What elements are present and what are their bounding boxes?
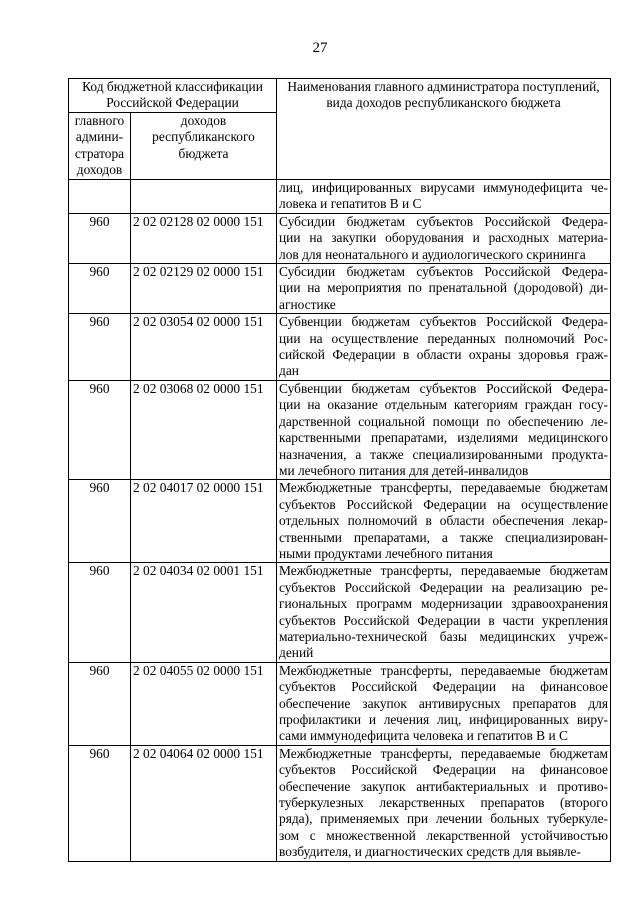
- header-income-line: республиканского: [152, 129, 255, 145]
- header-admin-column: [69, 112, 131, 179]
- header-income-line: бюджета: [178, 145, 229, 161]
- income-name-line: зом с множественной лекарственной устойчивостью: [279, 827, 609, 843]
- table-row: [69, 563, 611, 662]
- header-name-line: Наименования главного администратора поступлений,: [287, 79, 600, 94]
- income-name-line: ряда), применяемых при лечении больных туберкуле-: [279, 811, 609, 827]
- income-name-line: обеспечение закупок антибактериальных и противо-: [279, 778, 609, 794]
- income-code-cell: 2 02 04064 02 0000 151: [131, 745, 277, 861]
- income-name-line: лиц, инфицированных вирусами иммунодефицита че-: [279, 179, 609, 195]
- page-number: 27: [312, 40, 328, 56]
- income-name-line: отдельных полномочий в области обеспечения лекар-: [279, 513, 609, 529]
- table-row: [69, 264, 611, 314]
- income-name-line: назначения, а также специализированными продукта-: [279, 446, 609, 462]
- income-name-line: ловека и гепатитов В и С: [279, 196, 422, 212]
- table-row: [69, 380, 611, 479]
- table-row: [69, 480, 611, 563]
- income-name-line: субъектов Российской Федерации в части укрепления: [279, 612, 609, 628]
- income-name-line: субъектов Российской Федерации на осуществление: [279, 496, 609, 512]
- header-income-column: [131, 112, 277, 179]
- admin-code-cell: [69, 179, 131, 213]
- income-name-line: ции на закупки оборудования и расходных материа-: [279, 230, 609, 246]
- income-name-line: карственными препаратами, изделиями медицинского: [279, 430, 609, 446]
- income-name-line: лов для неонатального и аудиологического скрининга: [279, 246, 586, 262]
- income-code-cell: [131, 179, 277, 213]
- header-code-group-line: Российской Федерации: [106, 95, 239, 111]
- income-name-cell: [277, 213, 611, 263]
- income-name-line: сийской Федерации в области охраны здоровья граж-: [279, 347, 609, 363]
- header-admin-line: стратора: [74, 145, 125, 161]
- admin-code-cell: 960: [69, 563, 131, 662]
- income-code-cell: 2 02 04034 02 0001 151: [131, 563, 277, 662]
- income-name-line: ции на мероприятия по пренатальной (дородовой) ди-: [279, 280, 609, 296]
- admin-code-cell: 960: [69, 314, 131, 381]
- income-name-cell: [277, 179, 611, 213]
- header-name-line: вида доходов республиканского бюджета: [326, 95, 561, 111]
- header-row-top: [69, 79, 611, 113]
- income-name-line: ми лечебного питания для детей-инвалидов: [279, 462, 529, 478]
- income-name-line: ции на оказание отдельным категориям граждан госу-: [279, 397, 609, 413]
- income-name-line: профилактики и лечения лиц, инфицированных виру-: [279, 712, 609, 727]
- table-row: [69, 745, 611, 861]
- income-name-line: гиональных программ модернизации здравоохранения: [279, 596, 609, 612]
- header-income-line: доходов: [180, 112, 227, 128]
- budget-classification-table: [68, 78, 611, 862]
- income-name-line: сами иммунодефицита человека и гепатитов В и С: [279, 728, 568, 744]
- income-name-line: Межбюджетные трансферты, передаваемые бюджетам: [279, 480, 609, 496]
- admin-code-cell: 960: [69, 264, 131, 314]
- income-name-line: Межбюджетные трансферты, передаваемые бюджетам: [279, 563, 609, 579]
- income-name-cell: [277, 480, 611, 563]
- income-name-line: дений: [279, 645, 314, 661]
- admin-code-cell: 960: [69, 380, 131, 479]
- income-code-cell: 2 02 02128 02 0000 151: [131, 213, 277, 263]
- income-name-cell: [277, 264, 611, 314]
- header-code-group: [69, 79, 277, 113]
- income-code-cell: 2 02 04055 02 0000 151: [131, 662, 277, 745]
- admin-code-cell: 960: [69, 662, 131, 745]
- table-row: [69, 213, 611, 263]
- header-admin-line: главного: [74, 112, 125, 128]
- income-name-cell: [277, 380, 611, 479]
- income-code-cell: 2 02 04017 02 0000 151: [131, 480, 277, 563]
- admin-code-cell: 960: [69, 745, 131, 861]
- income-name-line: агностике: [279, 296, 336, 312]
- admin-code-cell: 960: [69, 213, 131, 263]
- income-name-line: ными продуктами лечебного питания: [279, 545, 493, 561]
- income-name-line: обеспечение закупок антивирусных препаратов для: [279, 695, 609, 711]
- income-name-line: Субсидии бюджетам субъектов Российской Федера-: [279, 213, 609, 229]
- income-code-cell: 2 02 02129 02 0000 151: [131, 264, 277, 314]
- table-row: [69, 662, 611, 745]
- income-name-cell: [277, 563, 611, 662]
- table-row: [69, 314, 611, 381]
- income-name-line: дан: [279, 363, 299, 379]
- income-name-line: субъектов Российской Федерации на реализацию ре-: [279, 579, 609, 595]
- income-name-line: субъектов Российской Федерации на финансовое: [279, 762, 609, 778]
- income-name-line: материально-технической базы медицинских учреж-: [279, 628, 609, 644]
- income-name-cell: [277, 314, 611, 381]
- header-name-column: [277, 79, 611, 180]
- income-name-line: Межбюджетные трансферты, передаваемые бюджетам: [279, 662, 609, 678]
- income-name-cell: [277, 745, 611, 861]
- header-admin-line: админи-: [75, 129, 124, 145]
- income-name-line: Субвенции бюджетам субъектов Российской Федера-: [279, 380, 609, 396]
- income-name-cell: [277, 662, 611, 745]
- income-name-line: Межбюджетные трансферты, передаваемые бюджетам: [279, 745, 609, 761]
- income-name-line: субъектов Российской Федерации на финансовое: [279, 679, 609, 695]
- income-name-line: ственными препаратами, а также специализирован-: [279, 529, 609, 545]
- income-name-line: дарственной социальной помощи по обеспечению ле-: [279, 413, 609, 429]
- admin-code-cell: 960: [69, 480, 131, 563]
- income-code-cell: 2 02 03054 02 0000 151: [131, 314, 277, 381]
- header-admin-line: доходов: [76, 162, 123, 178]
- table-row: [69, 179, 611, 213]
- income-name-line: возбудителя, и диагностических средств для выявле-: [279, 844, 581, 860]
- income-name-line: Субсидии бюджетам субъектов Российской Федера-: [279, 264, 609, 280]
- income-name-line: туберкулезных лекарственных препаратов (второго: [279, 795, 609, 811]
- income-name-line: ции на осуществление переданных полномочий Рос-: [279, 330, 609, 346]
- income-code-cell: 2 02 03068 02 0000 151: [131, 380, 277, 479]
- income-name-line: Субвенции бюджетам субъектов Российской Федера-: [279, 314, 609, 330]
- header-code-group-line: Код бюджетной классификации: [82, 79, 263, 94]
